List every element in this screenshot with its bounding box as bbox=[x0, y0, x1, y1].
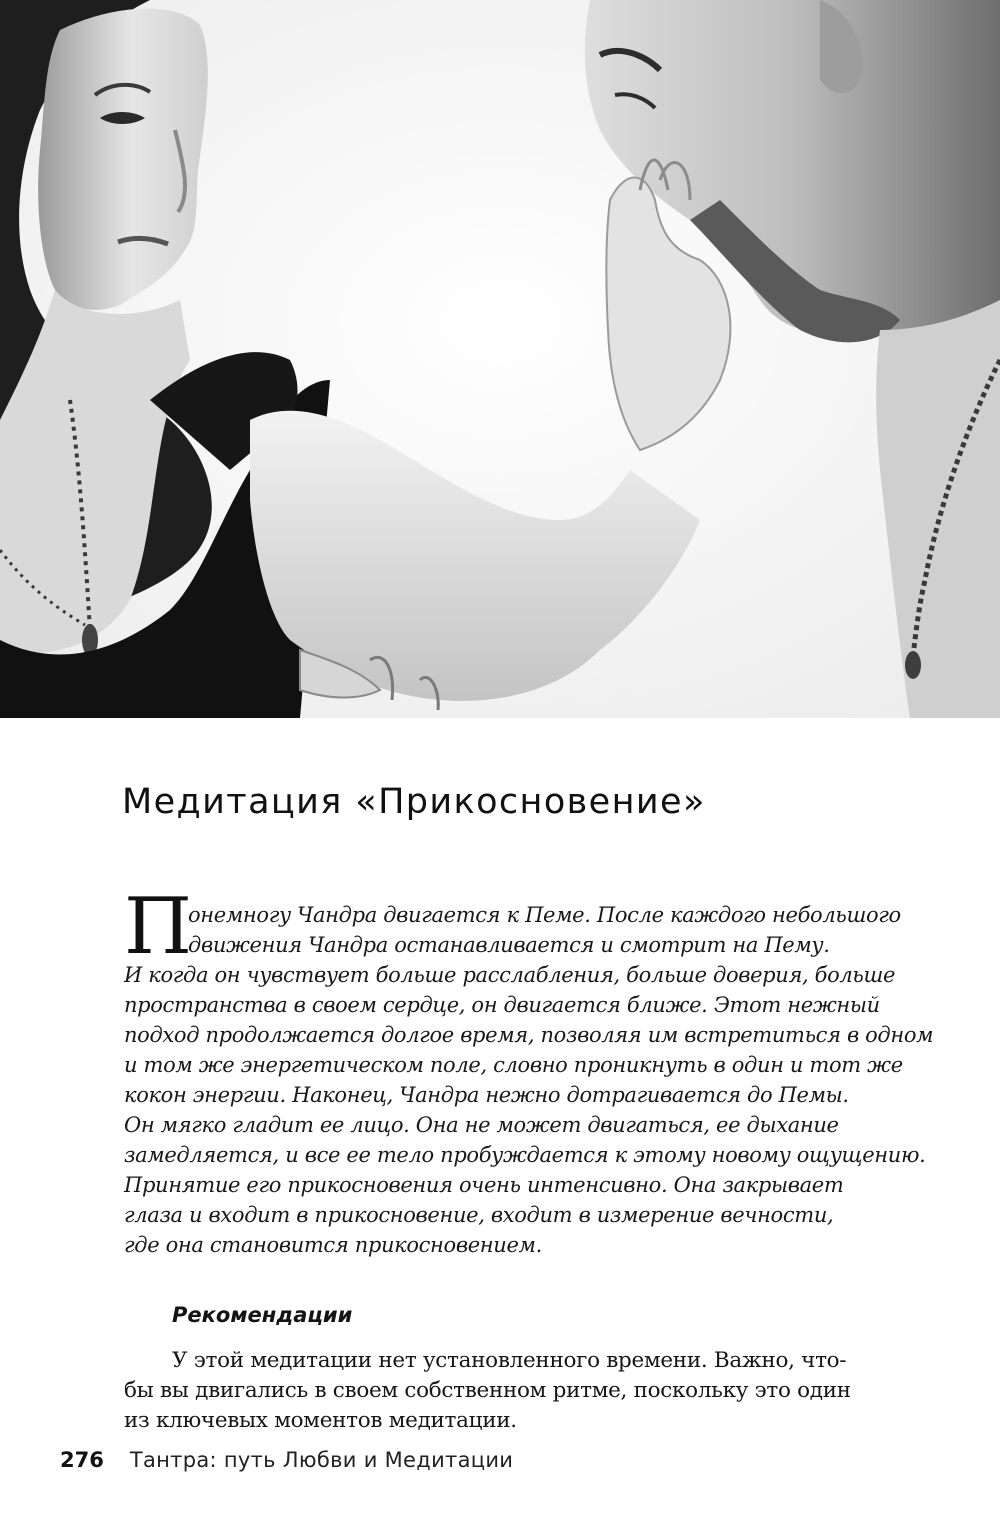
page-footer bbox=[60, 1448, 513, 1472]
intro-line: и том же энергетическом поле, словно проникнуть в один и тот же bbox=[124, 1053, 903, 1077]
body-line: из ключевых моментов медитации. bbox=[124, 1408, 517, 1433]
intro-line: где она становится прикосновением. bbox=[124, 1233, 542, 1257]
intro-line: Он мягко гладит ее лицо. Она не может двигаться, ее дыхание bbox=[124, 1113, 839, 1137]
photo-couple bbox=[0, 0, 1000, 718]
intro-line: Принятие его прикосновения очень интенсивно. Она закрывает bbox=[124, 1173, 844, 1197]
intro-line: глаза и входит в прикосновение, входит в измерение вечности, bbox=[124, 1203, 834, 1227]
intro-line: онемногу Чандра двигается к Пеме. После каждого небольшого bbox=[188, 903, 901, 927]
recommendations-heading: Рекомендации bbox=[172, 1303, 353, 1327]
intro-line: движения Чандра останавливается и смотрит на Пему. bbox=[188, 933, 830, 957]
body-line: У этой медитации нет установленного времени. Важно, что- bbox=[172, 1348, 847, 1373]
page-number: 276 bbox=[60, 1448, 104, 1472]
drop-cap: П bbox=[124, 882, 193, 972]
page-heading: Медитация «Прикосновение» bbox=[122, 782, 706, 822]
intro-line: пространства в своем сердце, он двигается ближе. Этот нежный bbox=[124, 993, 880, 1017]
running-title: Тантра: путь Любви и Медитации bbox=[129, 1448, 514, 1472]
intro-line: подход продолжается долгое время, позволяя им встретиться в одном bbox=[124, 1023, 934, 1047]
body-line: бы вы двигались в своем собственном ритме, поскольку это один bbox=[124, 1378, 851, 1403]
intro-line: замедляется, и все ее тело пробуждается к этому новому ощущению. bbox=[124, 1143, 926, 1167]
intro-line: кокон энергии. Наконец, Чандра нежно дотрагивается до Пемы. bbox=[124, 1083, 849, 1107]
intro-line: И когда он чувствует больше расслабления, больше доверия, больше bbox=[124, 963, 896, 987]
